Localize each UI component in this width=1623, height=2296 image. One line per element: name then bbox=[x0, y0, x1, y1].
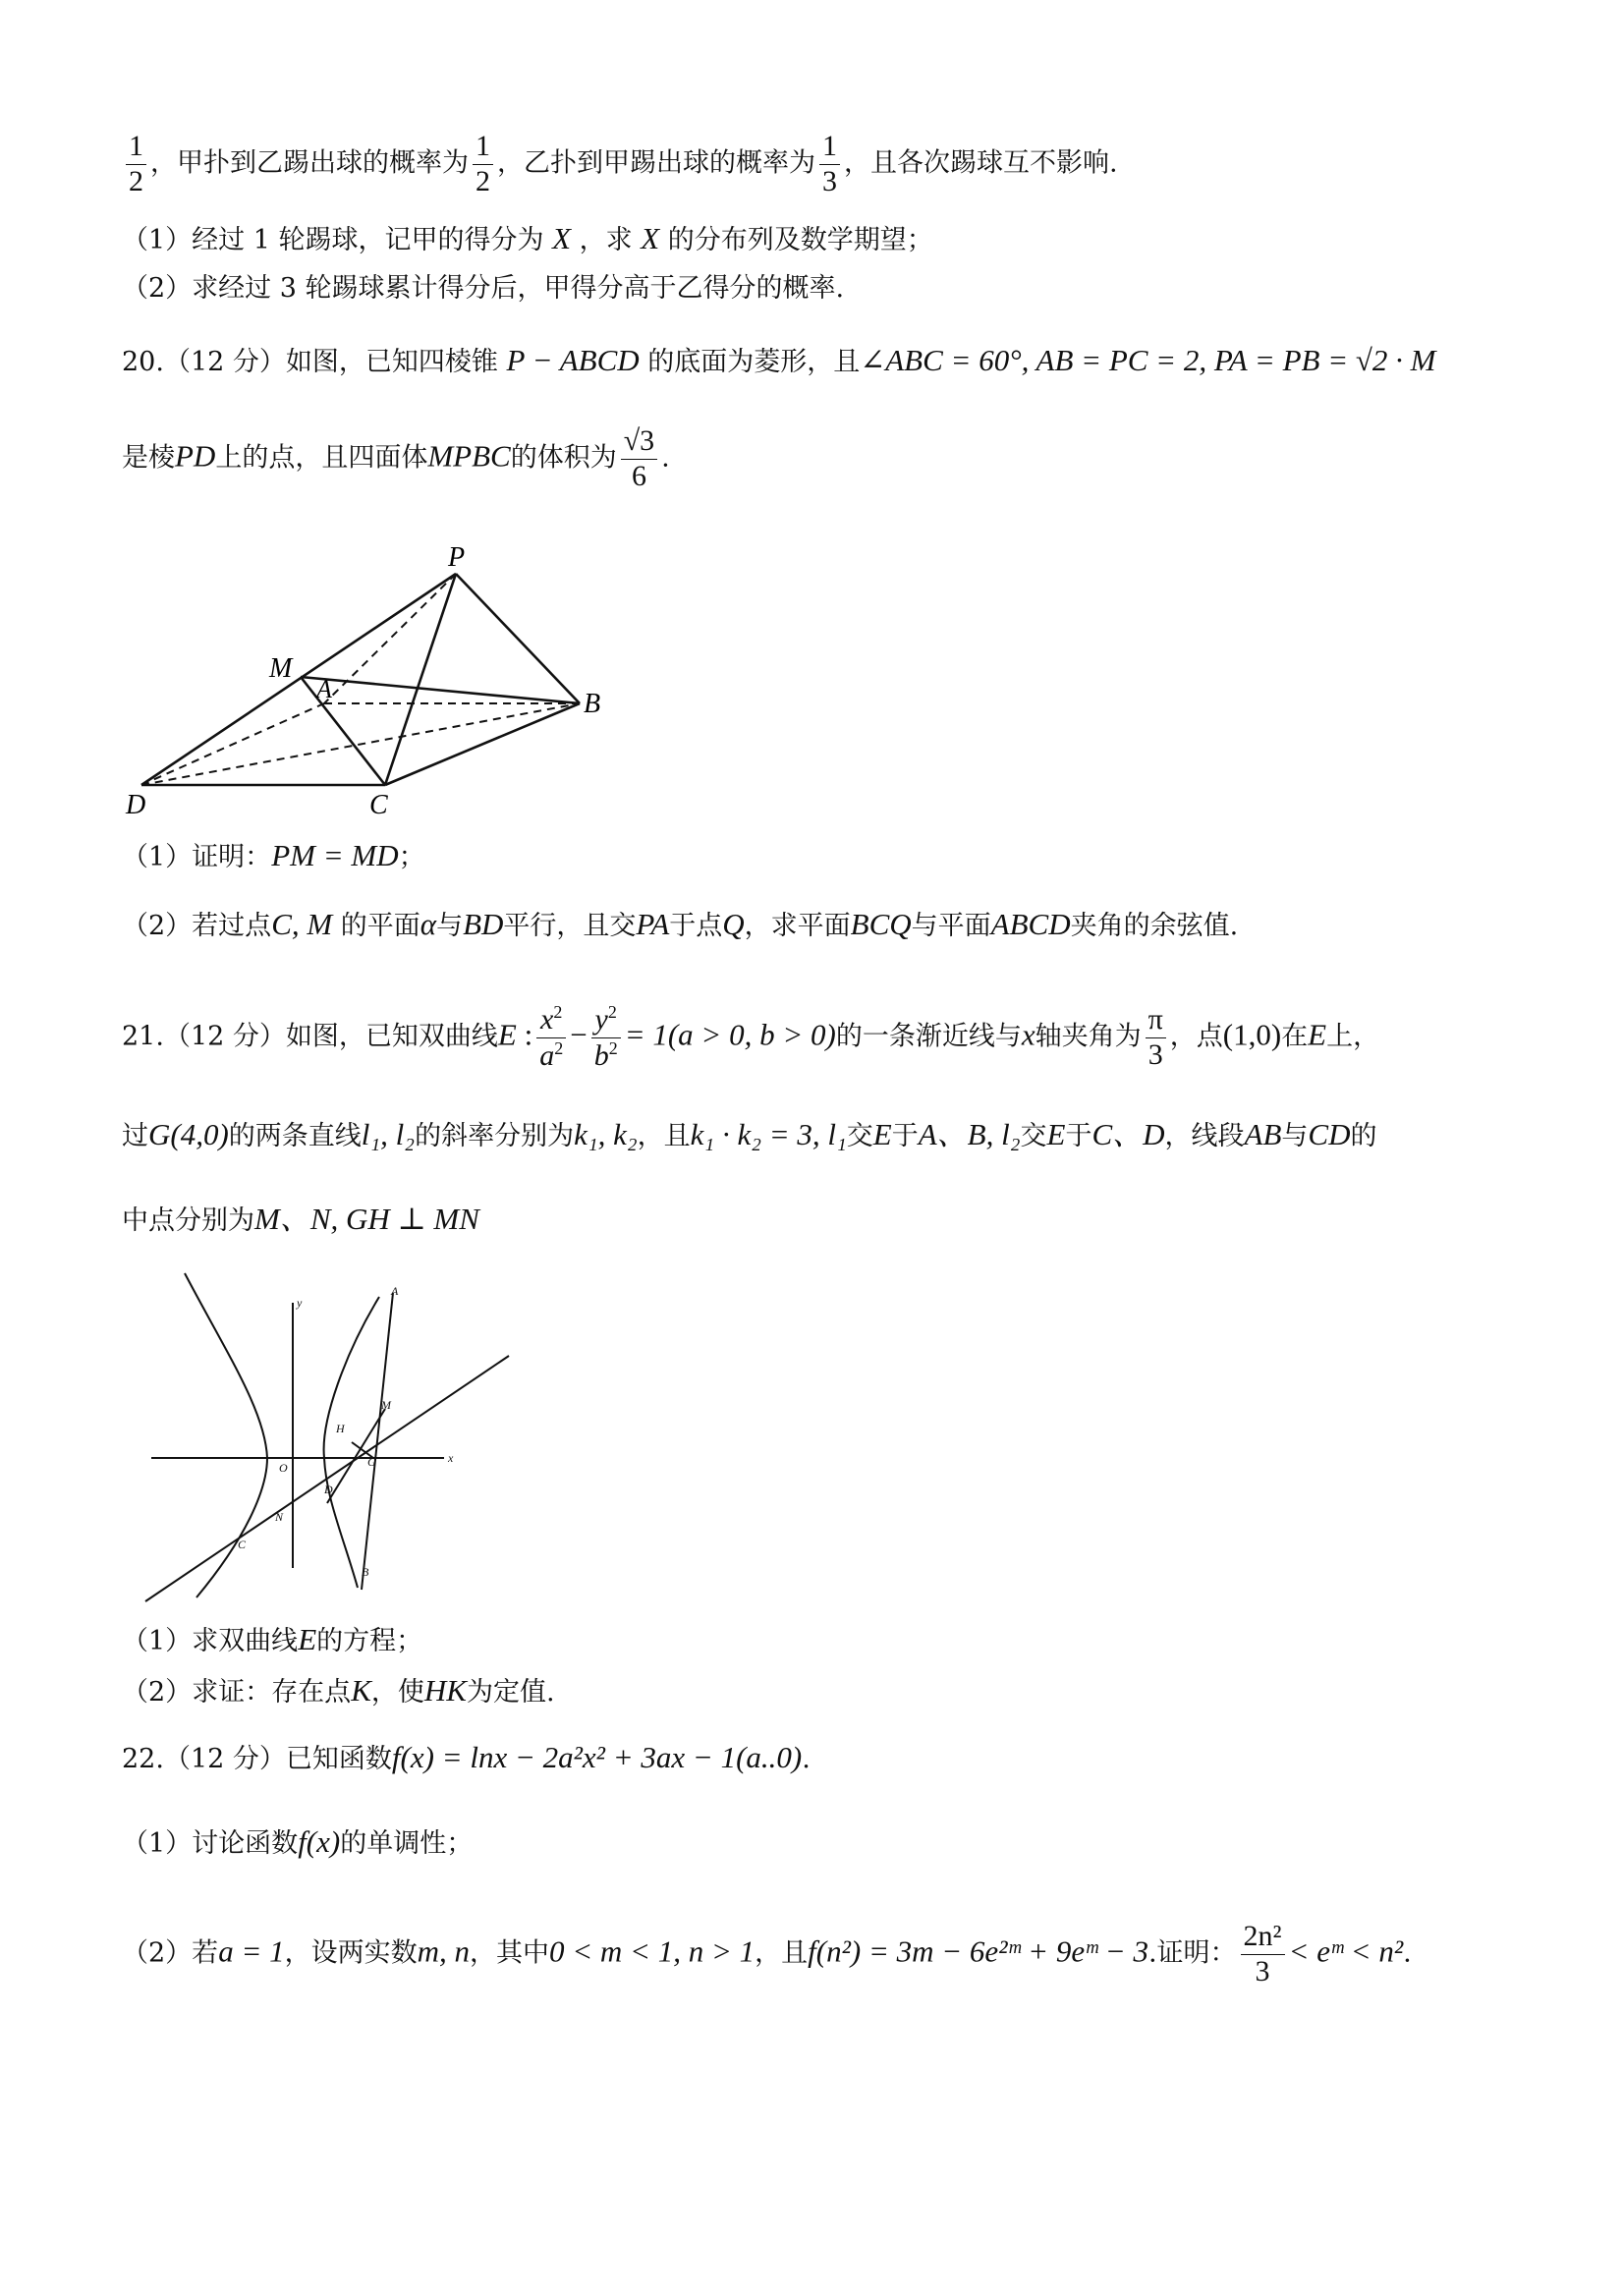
x2-over-a2: $\frac{x^2}{a^2}$ bbox=[536, 1002, 566, 1073]
hyperbola-figure bbox=[138, 1263, 521, 1603]
pi-over-3: $\frac{\pi}{3}$ bbox=[1146, 1003, 1166, 1072]
edge-CB bbox=[385, 703, 580, 785]
q19-part1: （1）经过 1 轮踢球，记甲的得分为 X ，求 X 的分布列及数学期望； bbox=[122, 221, 933, 255]
edge-PD bbox=[141, 574, 456, 785]
label-N: N bbox=[275, 1510, 284, 1524]
label-x: x bbox=[448, 1451, 454, 1465]
label-B: B bbox=[362, 1565, 369, 1579]
q19-part2: （2）求经过 3 轮踢球累计得分后，甲得分高于乙得分的概率. bbox=[122, 273, 845, 304]
y2-over-b2: $\frac{y^2}{b^2}$ bbox=[591, 1002, 621, 1073]
label-C: C bbox=[238, 1538, 247, 1551]
q20-part1: （1）证明：PM = MD； bbox=[122, 838, 425, 872]
label-B: B bbox=[584, 689, 601, 719]
fraction-half-2: $\frac{1}{2}$ bbox=[473, 130, 493, 198]
label-y: y bbox=[297, 1296, 303, 1310]
edge-PA bbox=[324, 574, 456, 703]
label-D: D bbox=[324, 1483, 333, 1496]
edge-PC bbox=[385, 574, 456, 785]
line-CD bbox=[145, 1356, 509, 1601]
label-A: A bbox=[391, 1284, 399, 1298]
q21-stem-2: 过G(4,0)的两条直线l₁, l₂的斜率分别为k₁, k₂，且k₁ · k₂ = 3, l₁交E于A、B, l₂交E于C、D，线段AB与CD的 bbox=[122, 1117, 1377, 1151]
q21-stem: 21.（12 分）如图，已知双曲线E : $\frac{x^2}{a^2}$ − $\frac{y^2}{b^2}$ = 1(a > 0, b > 0)的一条渐近线与x轴夹角为 $\frac{\pi}{3}$ ，点(1,0)在E上， bbox=[122, 1002, 1380, 1072]
edge-DB bbox=[141, 703, 580, 785]
hyperbola-right-branch bbox=[324, 1297, 379, 1588]
q22-part1: （1）讨论函数f(x)的单调性； bbox=[122, 1824, 474, 1859]
label-G: G bbox=[367, 1455, 376, 1469]
fraction-half: $\frac{1}{2}$ bbox=[126, 130, 146, 198]
q21-stem-3: 中点分别为M、N, GH ⊥ MN bbox=[122, 1202, 479, 1236]
two-n2-over-3: $\frac{\text{2n²}}{3}$ bbox=[1241, 1920, 1285, 1988]
label-D: D bbox=[126, 790, 146, 820]
q22-stem: 22.（12 分）已知函数f(x) = lnx − 2a²x² + 3ax − 1(a..0). bbox=[122, 1740, 811, 1774]
edge-MB bbox=[301, 677, 580, 703]
label-H: H bbox=[336, 1422, 345, 1435]
q21-part2: （2）求证：存在点K，使HK为定值. bbox=[122, 1673, 555, 1708]
q22-part2: （2）若a = 1，设两实数m, n，其中0 < m < 1, n > 1，且f(n²) = 3m − 6e²ᵐ + 9eᵐ − 3.证明： $\frac{\text{2n²}}{3}$ < eᵐ < n². bbox=[122, 1920, 1412, 1988]
edge-DA bbox=[141, 703, 324, 785]
q20-part2: （2）若过点C, M 的平面α与BD平行，且交PA于点Q，求平面BCQ与平面ABCD夹角的余弦值. bbox=[122, 907, 1239, 941]
q19-line1: $\frac{1}{2}$ ，甲扑到乙踢出球的概率为 $\frac{1}{2}$ ，乙扑到甲踢出球的概率为 $\frac{1}{3}$ ，且各次踢球互不影响. bbox=[122, 130, 1118, 198]
edge-PB bbox=[456, 574, 580, 703]
label-A: A bbox=[316, 675, 332, 703]
edge-MC bbox=[301, 677, 385, 785]
volume-fraction: $\frac{√3}{6}$ bbox=[621, 424, 657, 493]
pyramid-figure bbox=[118, 538, 629, 823]
label-C: C bbox=[369, 790, 388, 820]
q21-part1: （1）求双曲线E的方程； bbox=[122, 1622, 423, 1656]
label-P: P bbox=[448, 542, 466, 573]
q20-stem: 20.（12 分）如图，已知四棱锥 P − ABCD 的底面为菱形，且∠ABC = 60°, AB = PC = 2, PA = PB = √2 · M bbox=[122, 343, 1436, 377]
label-M: M bbox=[381, 1398, 391, 1412]
hyperbola-left-branch bbox=[185, 1273, 267, 1597]
q20-stem-2: 是棱PD上的点，且四面体MPBC的体积为 $\frac{√3}{6}$ . bbox=[122, 424, 670, 492]
label-M: M bbox=[269, 653, 293, 684]
fraction-third: $\frac{1}{3}$ bbox=[819, 130, 840, 198]
label-O: O bbox=[279, 1461, 288, 1475]
